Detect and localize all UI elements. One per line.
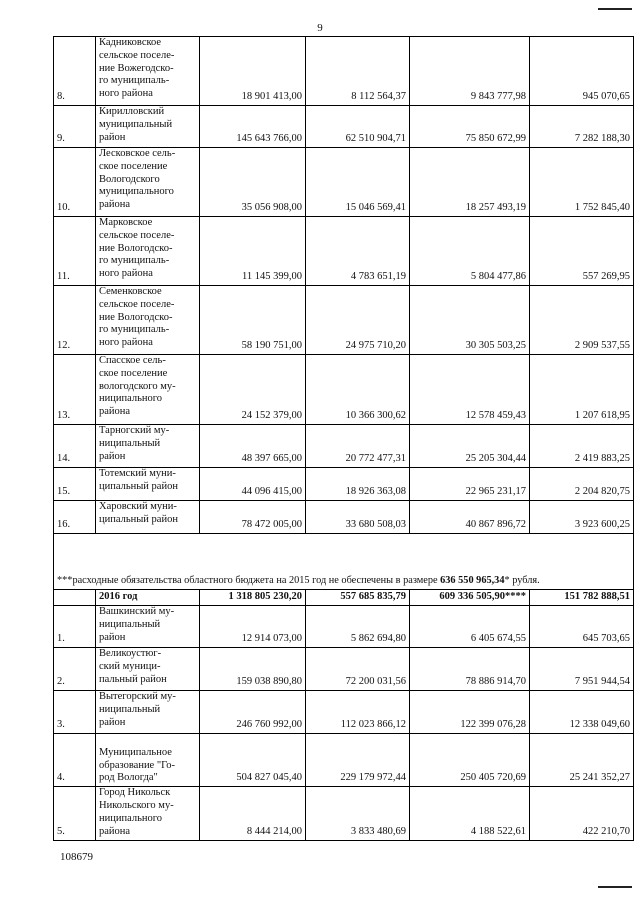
row-number: 15. (54, 468, 96, 501)
amount-c1: 24 152 379,00 (200, 355, 306, 425)
amount-c1: 78 472 005,00 (200, 501, 306, 534)
amount-c4: 7 282 188,30 (530, 106, 634, 148)
table-row (54, 606, 634, 648)
municipality-name-line: сельское поселе- (99, 229, 175, 241)
municipality-name-line: сельское поселе- (99, 298, 175, 310)
municipality-name-line: муниципальный (99, 118, 173, 130)
amount-c2: 24 975 710,20 (306, 286, 410, 355)
amount-c1: 48 397 665,00 (200, 425, 306, 468)
row-number: 8. (54, 37, 96, 106)
municipality-name (96, 37, 200, 106)
municipality-name (96, 734, 200, 787)
amount-c3: 5 804 477,86 (410, 217, 530, 286)
municipality-name (96, 468, 200, 501)
amount-c1: 159 038 890,80 (200, 648, 306, 691)
row-number: 3. (54, 691, 96, 734)
municipality-name-line: образование "Го- (99, 759, 176, 771)
municipality-name-line: ниципального (99, 812, 163, 824)
municipality-name-line: ниципальный (99, 618, 161, 630)
amount-c4: 557 269,95 (530, 217, 634, 286)
total-row-num (54, 590, 96, 606)
amount-c1: 35 056 908,00 (200, 148, 306, 217)
amount-c1: 504 827 045,40 (200, 734, 306, 787)
amount-c3: 18 257 493,19 (410, 148, 530, 217)
amount-c1: 18 901 413,00 (200, 37, 306, 106)
amount-c3: 250 405 720,69 (410, 734, 530, 787)
amount-c1: 246 760 992,00 (200, 691, 306, 734)
municipality-name-line: го муниципаль- (99, 324, 170, 336)
amount-c4: 1 207 618,95 (530, 355, 634, 425)
corner-mark-bottom (598, 886, 632, 888)
amount-c1: 44 096 415,00 (200, 468, 306, 501)
municipality-name-line: район (99, 131, 126, 143)
municipality-name (96, 217, 200, 286)
amount-c2: 18 926 363,08 (306, 468, 410, 501)
municipality-name-line: Харовский муни- (99, 501, 177, 512)
note-text (57, 575, 540, 586)
amount-c3: 40 867 896,72 (410, 501, 530, 534)
table-row (54, 106, 634, 148)
municipality-name-line: Семенковское (99, 286, 162, 297)
table-row (54, 501, 634, 534)
municipality-name-line: ципальный район (99, 480, 178, 492)
amount-c4: 1 752 845,40 (530, 148, 634, 217)
total-row-c3: 609 336 505,90**** (410, 590, 530, 606)
municipality-name-line (99, 734, 196, 747)
table-body-top (54, 37, 634, 534)
total-row-c1: 1 318 805 230,20 (200, 590, 306, 606)
municipality-name-line: Муниципальное (99, 746, 172, 758)
amount-c1: 145 643 766,00 (200, 106, 306, 148)
note-row (54, 534, 634, 590)
municipality-name-line: района (99, 406, 131, 418)
municipality-name (96, 691, 200, 734)
page-number: 9 (317, 22, 323, 34)
note-cell (54, 534, 634, 590)
row-number: 16. (54, 501, 96, 534)
amount-c2: 112 023 866,12 (306, 691, 410, 734)
municipality-name (96, 355, 200, 425)
municipality-name-line: ское поселение (99, 367, 168, 379)
note-amount: 636 550 965,34 (440, 575, 505, 587)
amount-c4: 945 070,65 (530, 37, 634, 106)
municipality-name-line: род Вологда" (99, 772, 158, 784)
table-row (54, 425, 634, 468)
municipality-name-line: ние Вологодско- (99, 242, 173, 254)
amount-c4: 25 241 352,27 (530, 734, 634, 787)
municipality-name-line: ного района (99, 337, 153, 349)
amount-c2: 20 772 477,31 (306, 425, 410, 468)
table-row (54, 217, 634, 286)
amount-c2: 3 833 480,69 (306, 787, 410, 841)
amount-c3: 122 399 076,28 (410, 691, 530, 734)
amount-c3: 22 965 231,17 (410, 468, 530, 501)
amount-c4: 2 204 820,75 (530, 468, 634, 501)
row-number: 9. (54, 106, 96, 148)
amount-c4: 2 909 537,55 (530, 286, 634, 355)
corner-mark-top (598, 8, 632, 10)
municipality-name-line: Вашкинский му- (99, 606, 175, 617)
municipality-name (96, 148, 200, 217)
municipality-name (96, 648, 200, 691)
table-row (54, 468, 634, 501)
table-row (54, 734, 634, 787)
municipality-name-line: ципальный район (99, 513, 178, 525)
amount-c4: 422 210,70 (530, 787, 634, 841)
municipality-name-line: Кадниковское (99, 37, 162, 48)
municipality-name-line: ние Вологодско- (99, 311, 173, 323)
amount-c3: 12 578 459,43 (410, 355, 530, 425)
municipality-name-line: вологодского му- (99, 380, 176, 392)
table-row (54, 648, 634, 691)
row-number: 14. (54, 425, 96, 468)
note-prefix: ***расходные обязательства областного бюджета на 2015 год не обеспечены в размере (57, 575, 441, 587)
amount-c1: 58 190 751,00 (200, 286, 306, 355)
document-code: 108679 (60, 851, 93, 863)
total-row-c4: 151 782 888,51 (530, 590, 634, 606)
amount-c3: 75 850 672,99 (410, 106, 530, 148)
row-number: 13. (54, 355, 96, 425)
amount-c4: 645 703,65 (530, 606, 634, 648)
municipality-name-line: ское поселение (99, 160, 168, 172)
amount-c2: 62 510 904,71 (306, 106, 410, 148)
row-number: 5. (54, 787, 96, 841)
amount-c2: 8 112 564,37 (306, 37, 410, 106)
municipality-name-line: Великоустюг- (99, 648, 162, 659)
amount-c3: 6 405 674,55 (410, 606, 530, 648)
municipality-name-line: ниципального (99, 393, 163, 405)
municipality-name-line: сельское поселе- (99, 49, 175, 61)
municipality-name-line: Кирилловский (99, 106, 165, 117)
row-number: 1. (54, 606, 96, 648)
municipality-name-line: район (99, 631, 126, 643)
municipality-name (96, 106, 200, 148)
amount-c2: 72 200 031,56 (306, 648, 410, 691)
amount-c3: 78 886 914,70 (410, 648, 530, 691)
municipality-name (96, 606, 200, 648)
amount-c4: 7 951 944,54 (530, 648, 634, 691)
municipality-name-line: Вологодского (99, 173, 160, 185)
municipality-name-line: пальный район (99, 673, 167, 685)
table-row (54, 37, 634, 106)
table-row (54, 691, 634, 734)
budget-table (53, 36, 634, 841)
amount-c2: 229 179 972,44 (306, 734, 410, 787)
table-body-note (54, 534, 634, 606)
table-row (54, 787, 634, 841)
amount-c4: 12 338 049,60 (530, 691, 634, 734)
total-row-c2: 557 685 835,79 (306, 590, 410, 606)
amount-c4: 3 923 600,25 (530, 501, 634, 534)
amount-c2: 33 680 508,03 (306, 501, 410, 534)
municipality-name-line: район (99, 716, 126, 728)
row-number: 2. (54, 648, 96, 691)
amount-c2: 5 862 694,80 (306, 606, 410, 648)
municipality-name-line: Лесковское сель- (99, 148, 176, 159)
amount-c1: 8 444 214,00 (200, 787, 306, 841)
municipality-name (96, 286, 200, 355)
municipality-name-line: Тарногский му- (99, 425, 170, 436)
amount-c3: 30 305 503,25 (410, 286, 530, 355)
amount-c4: 2 419 883,25 (530, 425, 634, 468)
table-body-bottom (54, 606, 634, 841)
municipality-name-line: Город Никольск (99, 787, 171, 799)
municipality-name (96, 787, 200, 841)
total-row-label: 2016 год (96, 590, 200, 606)
note-suffix: * рубля. (504, 575, 540, 587)
table-row (54, 355, 634, 425)
municipality-name-line: Спасское сель- (99, 355, 166, 366)
municipality-name-line: Никольского му- (99, 799, 174, 811)
municipality-name-line: района (99, 199, 131, 211)
municipality-name-line: го муниципаль- (99, 75, 170, 87)
municipality-name-line: ниципальный (99, 437, 161, 449)
municipality-name-line: го муниципаль- (99, 255, 170, 267)
municipality-name-line: ние Вожегодско- (99, 62, 174, 74)
row-number: 12. (54, 286, 96, 355)
amount-c3: 4 188 522,61 (410, 787, 530, 841)
municipality-name-line: ного района (99, 88, 153, 100)
municipality-name (96, 501, 200, 534)
amount-c2: 10 366 300,62 (306, 355, 410, 425)
municipality-name-line: района (99, 825, 131, 837)
amount-c3: 9 843 777,98 (410, 37, 530, 106)
row-number: 4. (54, 734, 96, 787)
amount-c3: 25 205 304,44 (410, 425, 530, 468)
table-row (54, 286, 634, 355)
row-number: 11. (54, 217, 96, 286)
municipality-name-line: ский муници- (99, 660, 161, 672)
amount-c1: 12 914 073,00 (200, 606, 306, 648)
total-row-2016 (54, 590, 634, 606)
municipality-name-line: ного района (99, 268, 153, 280)
table-row (54, 148, 634, 217)
municipality-name (96, 425, 200, 468)
municipality-name-line: район (99, 450, 126, 462)
municipality-name-line: Тотемский муни- (99, 468, 176, 479)
municipality-name-line: ниципальный (99, 703, 161, 715)
municipality-name-line: Марковское (99, 217, 153, 228)
amount-c2: 15 046 569,41 (306, 148, 410, 217)
municipality-name-line: муниципального (99, 186, 174, 198)
amount-c1: 11 145 399,00 (200, 217, 306, 286)
row-number: 10. (54, 148, 96, 217)
municipality-name-line: Вытегорский му- (99, 691, 176, 702)
amount-c2: 4 783 651,19 (306, 217, 410, 286)
